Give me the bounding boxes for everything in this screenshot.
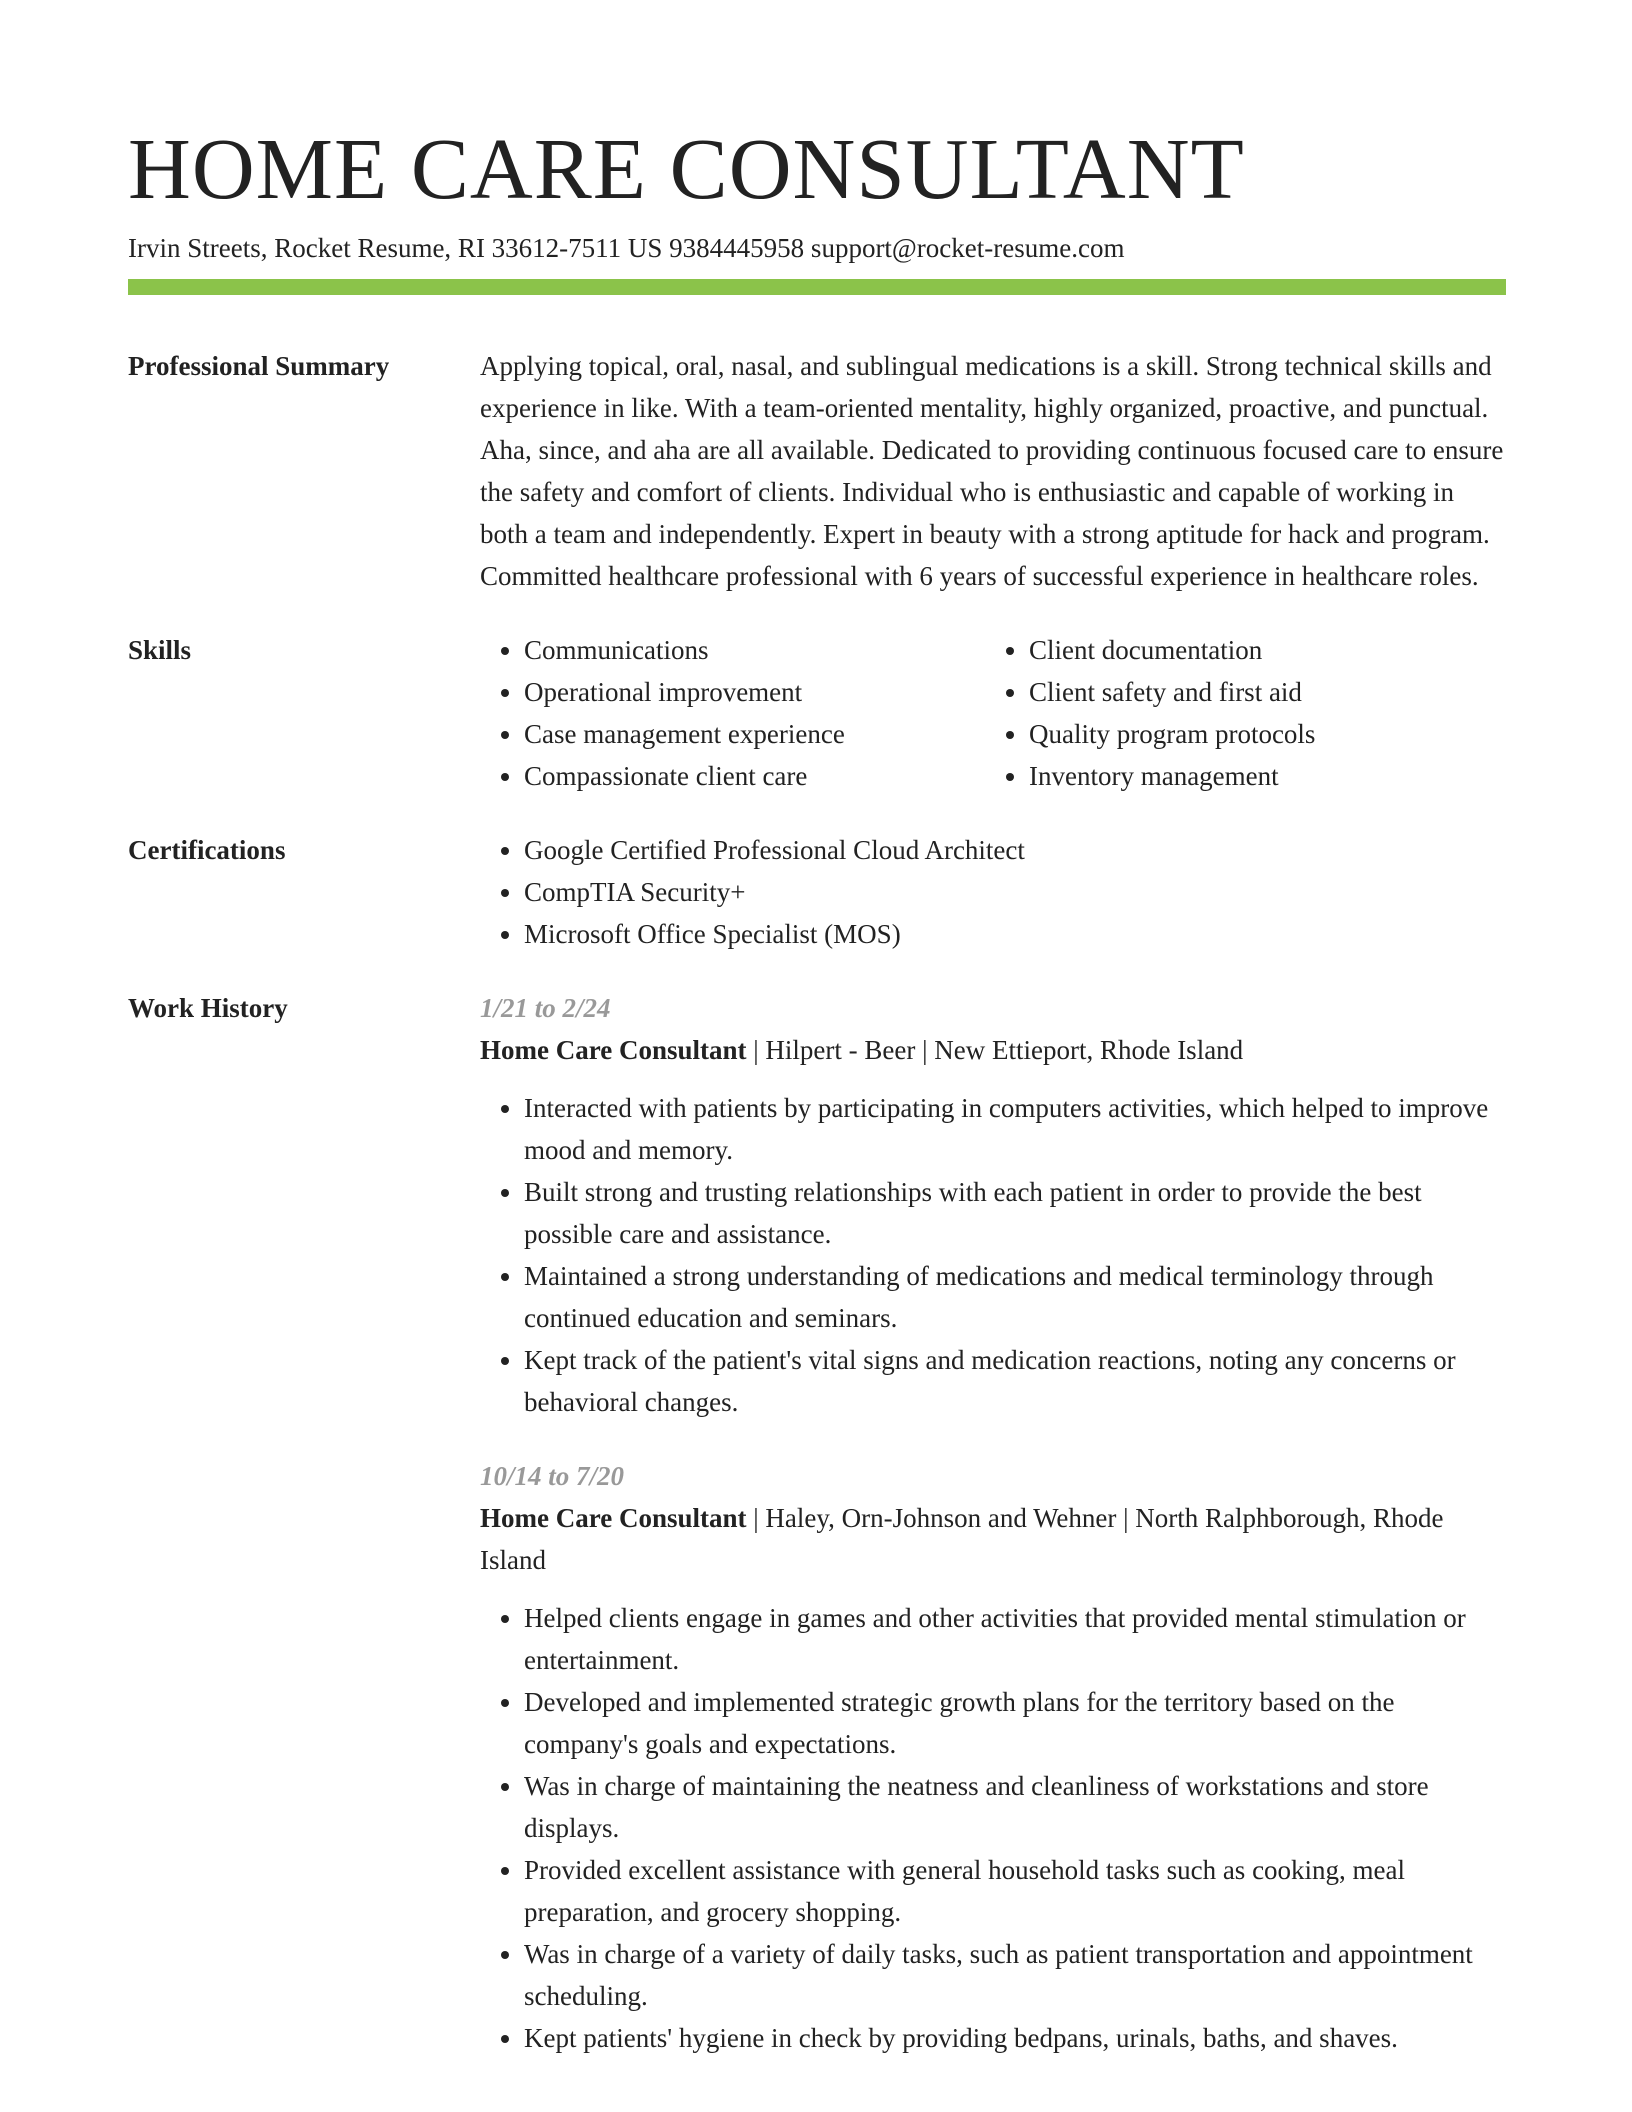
skill-item: • Client safety and first aid — [1029, 671, 1550, 713]
summary-section — [128, 345, 1506, 597]
job-heading — [480, 1029, 1506, 1071]
job-bullet: • Developed and implemented strategic growth plans for the territory based on the company's goals and expectations. — [524, 1681, 1506, 1765]
section-title-certifications: Certifications — [128, 835, 286, 865]
job-bullets — [480, 1087, 1506, 1423]
resume-page — [128, 0, 1506, 2059]
certification-item: • Microsoft Office Specialist (MOS) — [524, 913, 1506, 955]
certifications-body — [480, 829, 1506, 955]
job-bullet: • Provided excellent assistance with general household tasks such as cooking, meal preparation, and grocery shopping. — [524, 1849, 1506, 1933]
skill-item: • Inventory management — [1029, 755, 1550, 797]
job-bullet: • Maintained a strong understanding of medications and medical terminology through continued education and seminars. — [524, 1255, 1506, 1339]
job-bullets — [480, 1597, 1506, 2059]
job-bullet: • Kept track of the patient's vital signs and medication reactions, noting any concerns or behavioral changes. — [524, 1339, 1506, 1423]
job-bullet: • Was in charge of maintaining the neatness and cleanliness of workstations and store displays. — [524, 1765, 1506, 1849]
certification-item: • CompTIA Security+ — [524, 871, 1506, 913]
skill-item: • Client documentation — [1029, 629, 1550, 671]
candidate-name: HOME CARE CONSULTANT — [128, 120, 1245, 217]
skills-list-right — [985, 629, 1550, 797]
job-bullet: • Helped clients engage in games and other activities that provided mental stimulation or entertainment. — [524, 1597, 1506, 1681]
skills-grid — [480, 629, 1506, 797]
job-bullet: • Was in charge of a variety of daily tasks, such as patient transportation and appointment scheduling. — [524, 1933, 1506, 2017]
job-dates: 1/21 to 2/24 — [480, 993, 611, 1023]
job-details: | Haley, Orn-Johnson and Wehner | North Ralphborough, Rhode Island — [480, 1503, 1444, 1575]
skill-item: • Compassionate client care — [524, 755, 985, 797]
section-title-work-history: Work History — [128, 993, 288, 1023]
job-bullet: • Kept patients' hygiene in check by providing bedpans, urinals, baths, and shaves. — [524, 2017, 1506, 2059]
job-entry — [480, 987, 1506, 1423]
job-title: Home Care Consultant — [480, 1035, 747, 1065]
section-title-skills: Skills — [128, 635, 192, 665]
skills-list-left — [480, 629, 985, 797]
skill-item: • Case management experience — [524, 713, 985, 755]
job-bullet: • Interacted with patients by participating in computers activities, which helped to improve mood and memory. — [524, 1087, 1506, 1171]
contact-line: Irvin Streets, Rocket Resume, RI 33612-7511 US 9384445958 support@rocket-resume.com — [128, 233, 1125, 263]
work-history-section — [128, 987, 1506, 2059]
certification-item: • Google Certified Professional Cloud Architect — [524, 829, 1506, 871]
section-title-summary: Professional Summary — [128, 351, 390, 381]
certifications-list — [480, 829, 1506, 955]
job-title: Home Care Consultant — [480, 1503, 747, 1533]
job-dates: 10/14 to 7/20 — [480, 1461, 625, 1491]
skills-section — [128, 629, 1506, 797]
job-entry — [480, 1455, 1506, 2059]
skill-item: • Quality program protocols — [1029, 713, 1550, 755]
job-heading — [480, 1497, 1506, 1581]
skill-item: • Communications — [524, 629, 985, 671]
header-divider — [128, 279, 1506, 295]
skill-item: • Operational improvement — [524, 671, 985, 713]
summary-text: Applying topical, oral, nasal, and sublingual medications is a skill. Strong technical skills and experience in like. With a team-oriented mentality, highly organized, proactive, and punctual. Aha, since, and aha are all available. Dedicated to providing continuous focused care to ensure the safety and comfort of clients. Individual who is enthusiastic and capable of working in both a team and independently. Expert in beauty with a strong aptitude for hack and program. Committed healthcare professional with 6 years of successful experience in healthcare roles. — [480, 351, 1504, 591]
job-details: | Hilpert - Beer | New Ettieport, Rhode Island — [746, 1035, 1244, 1065]
certifications-section — [128, 829, 1506, 955]
job-bullet: • Built strong and trusting relationships with each patient in order to provide the best possible care and assistance. — [524, 1171, 1506, 1255]
work-history-body — [480, 987, 1506, 2059]
